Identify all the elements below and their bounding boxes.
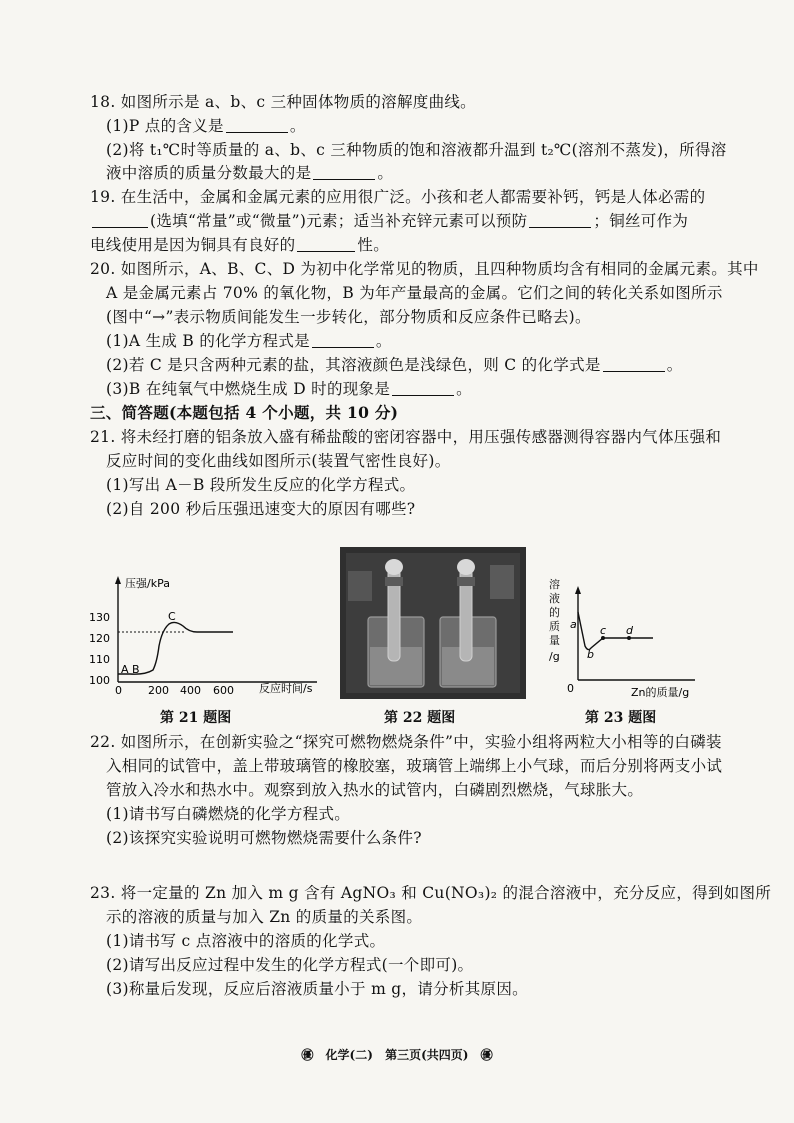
- point-label-c: c: [600, 624, 607, 637]
- footer-page-number: 第三页(共四页): [385, 1048, 469, 1062]
- answer-blank: [529, 212, 591, 228]
- q20-part1: (1)A 生成 B 的化学方程式是 。: [106, 332, 392, 350]
- q18-stem: 18. 如图所示是 a、b、c 三种固体物质的溶解度曲线。: [90, 93, 476, 111]
- figure-22-photo: [340, 547, 526, 699]
- footer-subject: 化学(二): [325, 1048, 373, 1062]
- q23-stem-2: 示的溶液的质量与加入 Zn 的质量的关系图。: [106, 908, 423, 926]
- point-label-d: d: [626, 624, 633, 637]
- q23-part1: (1)请书写 c 点溶液中的溶质的化学式。: [106, 932, 386, 950]
- y-label-char: 的: [549, 606, 560, 619]
- y-label-char: 液: [549, 592, 560, 605]
- q20-part2: (2)若 C 是只含两种元素的盐，其溶液颜色是浅绿色，则 C 的化学式是 。: [106, 356, 683, 374]
- footer-mark-icon: ㊝: [480, 1048, 493, 1062]
- q22-stem-2: 入相同的试管中，盖上带玻璃管的橡胶塞，玻璃管上端绑上小气球，而后分别将两支小试: [106, 757, 723, 775]
- q23-part3: (3)称量后发现，反应后溶液质量小于 m g，请分析其原因。: [106, 980, 528, 998]
- q20-stem-3: (图中“→”表示物质间能发生一步转化，部分物质和反应条件已略去)。: [106, 308, 591, 326]
- q19-stem: 19. 在生活中，金属和金属元素的应用很广泛。小孩和老人都需要补钙，钙是人体必需的: [90, 188, 706, 206]
- q20-stem-2: A 是金属元素占 70% 的氧化物，B 为年产量最高的金属。它们之间的转化关系如图所示: [106, 284, 723, 302]
- point-label-c: C: [168, 610, 176, 623]
- q21-stem-2: 反应时间的变化曲线如图所示(装置气密性良好)。: [106, 452, 451, 470]
- answer-blank: [313, 164, 375, 180]
- x-tick-label: 600: [213, 684, 234, 697]
- y-label-char: /g: [549, 650, 560, 663]
- origin-label: 0: [567, 682, 574, 695]
- figure-22-caption: 第 22 题图: [384, 710, 456, 726]
- section-heading: 三、简答题(本题包括 4 个小题，共 10 分): [90, 403, 399, 422]
- page-footer: [0, 1046, 794, 1063]
- q18-part2: (2)将 t₁℃时等质量的 a、b、c 三种物质的饱和溶液都升温到 t₂℃(溶剂不蒸发)，所得溶: [106, 141, 727, 159]
- figure-21-caption: 第 21 题图: [160, 710, 232, 726]
- footer-mark-icon: ㊝: [301, 1048, 314, 1062]
- y-tick-label: 120: [89, 632, 110, 645]
- y-axis-arrow: [115, 576, 121, 584]
- q22-part2: (2)该探究实验说明可燃物燃烧需要什么条件?: [106, 829, 422, 847]
- answer-blank: [297, 236, 355, 252]
- q19-line3: 电线使用是因为铜具有良好的 性。: [90, 236, 390, 254]
- point-label-a: A: [121, 663, 129, 676]
- answer-blank: [603, 356, 665, 372]
- q22-stem-3: 管放入冷水和热水中。观察到放入热水的试管内，白磷剧烈燃烧，气球胀大。: [106, 781, 644, 799]
- point-label-b: B: [132, 663, 140, 676]
- q18-part2-cont: 液中溶质的质量分数最大的是 。: [106, 164, 394, 182]
- answer-blank: [312, 332, 374, 348]
- y-tick-label: 100: [89, 674, 110, 687]
- y-tick-label: 130: [89, 611, 110, 624]
- answer-blank: [92, 212, 148, 228]
- q21-stem: 21. 将未经打磨的铝条放入盛有稀盐酸的密闭容器中，用压强传感器测得容器内气体压强和: [90, 428, 722, 446]
- q19-line2: (选填“常量”或“微量”)元素；适当补充锌元素可以预防 ；铜丝可作为: [90, 210, 688, 232]
- q22-part1: (1)请书写白磷燃烧的化学方程式。: [106, 805, 351, 823]
- q18-part1: (1)P 点的含义是 。: [106, 117, 306, 135]
- mass-curve: [578, 612, 653, 650]
- figure-23-caption: 第 23 题图: [585, 710, 657, 726]
- answer-blank: [226, 117, 288, 133]
- x-tick-label: 400: [180, 684, 201, 697]
- beakers-with-test-tubes-image: [340, 547, 526, 699]
- q20-part3: (3)B 在纯氧气中燃烧生成 D 时的现象是 。: [106, 380, 472, 398]
- point-label-b: b: [587, 648, 594, 661]
- q21-part1: (1)写出 A－B 段所发生反应的化学方程式。: [106, 476, 416, 494]
- x-tick-label: 200: [148, 684, 169, 697]
- figure-23-solution-mass-chart: [545, 572, 705, 700]
- x-tick-label: 0: [115, 684, 122, 697]
- q23-part2: (2)请写出反应过程中发生的化学方程式(一个即可)。: [106, 956, 474, 974]
- q23-stem: 23. 将一定量的 Zn 加入 m g 含有 AgNO₃ 和 Cu(NO₃)₂ 的混合溶液中，充分反应，得到如图所: [90, 884, 772, 902]
- figure-21-pressure-chart: [85, 570, 335, 700]
- y-label-char: 质: [549, 620, 560, 633]
- y-label-char: 量: [549, 634, 560, 647]
- y-axis-arrow: [575, 586, 581, 594]
- x-axis-label: Zn的质量/g: [631, 686, 690, 699]
- y-tick-label: 110: [89, 653, 110, 666]
- q21-part2: (2)自 200 秒后压强迅速变大的原因有哪些?: [106, 500, 416, 518]
- x-axis-label: 反应时间/s: [259, 682, 313, 695]
- answer-blank: [392, 380, 454, 396]
- q20-stem: 20. 如图所示，A、B、C、D 为初中化学常见的物质，且四种物质均含有相同的金属元素。其中: [90, 260, 759, 278]
- point-label-a: a: [570, 618, 577, 631]
- y-axis-label: 压强/kPa: [125, 577, 170, 590]
- y-label-char: 溶: [549, 578, 560, 591]
- q22-stem: 22. 如图所示，在创新实验之“探究可燃物燃烧条件”中，实验小组将两粒大小相等的白磷装: [90, 733, 722, 751]
